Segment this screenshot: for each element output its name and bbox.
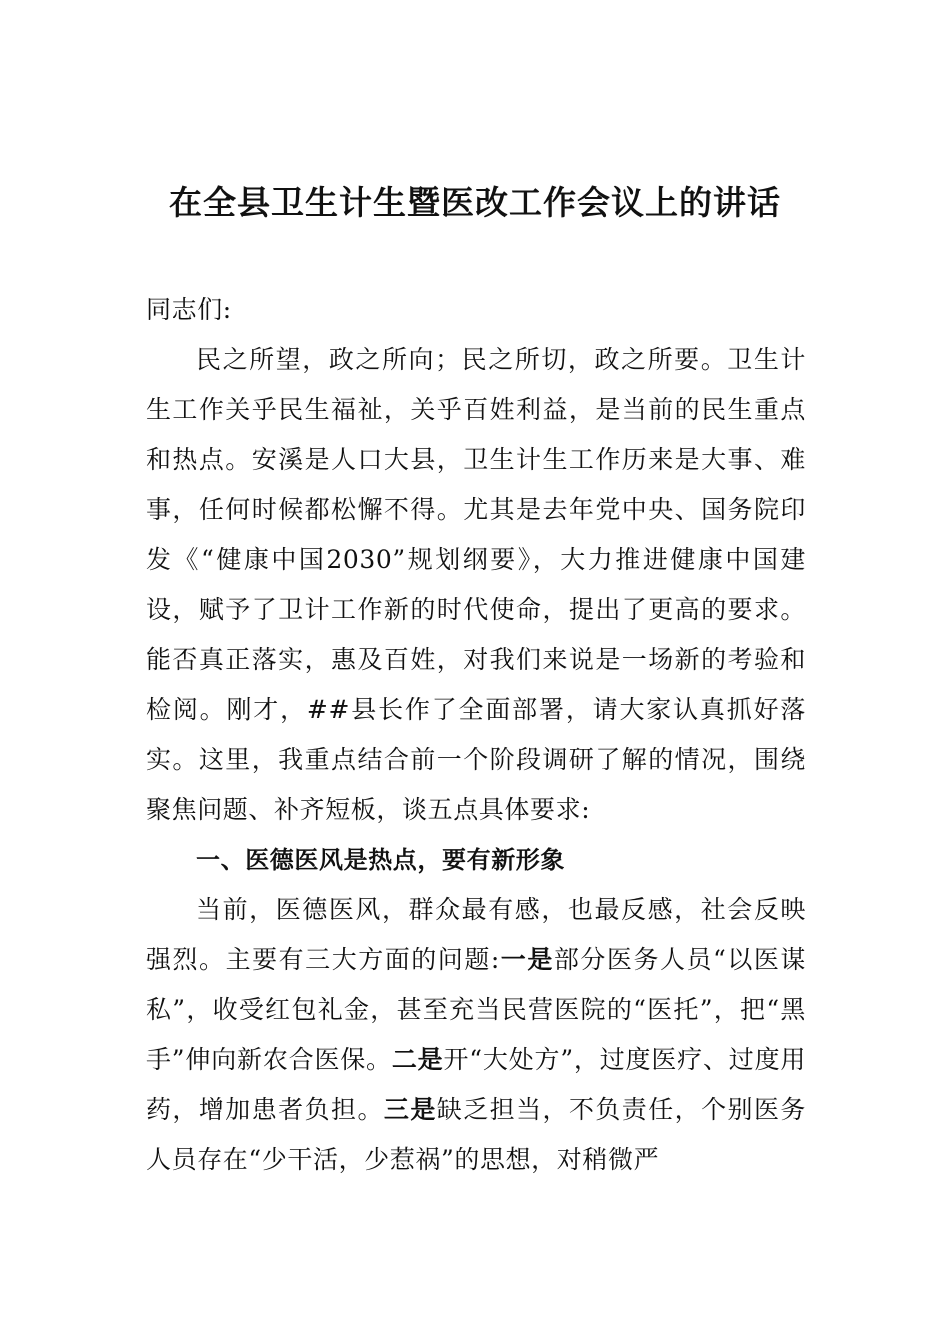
document-body — [146, 285, 806, 1185]
emphasis-second: 二是 — [391, 1045, 444, 1074]
section-1-text-4: 缺乏担当，不负责任，个别医务人员存在“少干活，少惹祸”的思想，对稍微严 — [146, 1095, 807, 1174]
section-1-text-1: 当前，医德医风，群众最有感，也最反感，社会反映强烈。主要有三大方面的问题: — [146, 895, 806, 974]
document-title: 在全县卫生计生暨医改工作会议上的讲话 — [169, 183, 781, 222]
section-1-text-3: 开“大处方”，过度医疗、过度用药，增加患者负担。 — [146, 1045, 806, 1124]
section-1-text-2: 部分医务人员“以医谋私”，收受红包礼金，甚至充当民营医院的“医托”，把“黑手”伸向新农合医保。 — [146, 945, 806, 1074]
emphasis-first: 一是 — [499, 945, 554, 974]
section-1-paragraph — [146, 885, 806, 1185]
intro-paragraph: 民之所望，政之所向；民之所切，政之所要。卫生计生工作关乎民生福祉，关乎百姓利益，是当前的民生重点和热点。安溪是人口大县，卫生计生工作历来是大事、难事，任何时候都松懈不得。尤其是去年党中央、国务院印发《“健康中国2030”规划纲要》，大力推进健康中国建设，赋予了卫计工作新的时代使命，提出了更高的要求。能否真正落实，惠及百姓，对我们来说是一场新的考验和检阅。刚才，##县长作了全面部署，请大家认真抓好落实。这里，我重点结合前一个阶段调研了解的情况，围绕聚焦问题、补齐短板，谈五点具体要求: — [146, 345, 806, 824]
section-heading-1: 一、医德医风是热点，要有新形象 — [196, 846, 565, 874]
salutation: 同志们: — [146, 295, 232, 324]
emphasis-third: 三是 — [383, 1095, 437, 1124]
